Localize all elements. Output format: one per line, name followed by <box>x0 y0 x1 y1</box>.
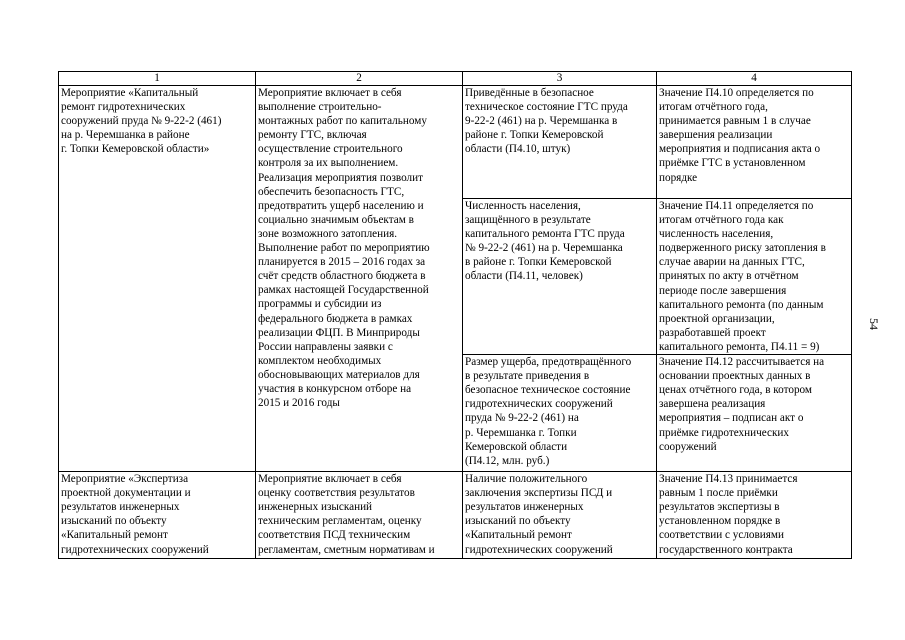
indicator-cell: Численность населения, защищённого в результате капитального ремонта ГТС пруда № 9-22-2 (461) на р. Черемшанка в районе г. Топки Кемеровской области (П4.11, человек) <box>463 199 657 355</box>
table-row <box>59 86 852 199</box>
indicator-method-cell <box>657 472 852 559</box>
measure-name-cell: Мероприятие «Капитальный ремонт гидротехнических сооружений пруда № 9-22-2 (461) на р. Черемшанка в районе г. Топки Кемеровской области» <box>59 86 256 472</box>
column-number-3: 3 <box>463 72 657 86</box>
indicator-cell: Приведённые в безопасное техническое состояние ГТС пруда 9-22-2 (461) на р. Черемшанка в районе г. Топки Кемеровской области (П4.10, штук) <box>463 86 657 199</box>
indicator-method-text: Значение П4.13 принимается равным 1 после приёмки результатов экспертизы в установленном порядке в соответствии с условиями государственного контракта <box>659 473 798 556</box>
column-number-2: 2 <box>256 72 463 86</box>
measure-description-cell <box>256 472 463 559</box>
measure-name-text: Мероприятие «Экспертиза проектной документации и результатов инженерных изысканий по объекту «Капитальный ремонт гидротехнических сооружений <box>61 473 209 556</box>
measures-table <box>58 71 852 559</box>
indicator-text: Наличие положительного заключения экспертизы ПСД и результатов инженерных изысканий по объекту «Капитальный ремонт гидротехнических сооружений <box>465 473 613 556</box>
indicator-cell <box>463 472 657 559</box>
column-number-1: 1 <box>59 72 256 86</box>
measure-name-cell <box>59 472 256 559</box>
indicator-cell: Размер ущерба, предотвращённого в результате приведения в безопасное техническое состояние гидротехнических сооружений пруда № 9-22-2 (461) на р. Черемшанка г. Топки Кемеровской области (П4.12, млн. руб.) <box>463 355 657 472</box>
header-row <box>59 72 852 86</box>
indicator-method-cell: Значение П4.12 рассчитывается на основании проектных данных в ценах отчётного года, в котором завершена реализация мероприятия – подписан акт о приёмке гидротехнических сооружений <box>657 355 852 472</box>
page-number: 54 <box>867 318 881 330</box>
indicator-method-cell: Значение П4.11 определяется по итогам отчётного года как численность населения, подверженного риску затопления в случае аварии на данных ГТС, принятых по акту в отчётном периоде после завершения капитального ремонта (по данным проектной организации, разработавшей проект капитального ремонта, П4.11 = 9) <box>657 199 852 355</box>
column-number-4: 4 <box>657 72 852 86</box>
indicator-method-cell: Значение П4.10 определяется по итогам отчётного года, принимается равным 1 в случае завершения реализации мероприятия и подписания акта о приёмке ГТС в установленном порядке <box>657 86 852 199</box>
measure-description-cell: Мероприятие включает в себя выполнение строительно- монтажных работ по капитальному ремонту ГТС, включая осуществление строительного контроля за их выполнением. Реализация мероприятия позволит обеспечить безопасность ГТС, предотвратить ущерб населению и социально значимым объектам в зоне возможного затопления. Выполнение работ по мероприятию планируется в 2015 – 2016 годах за счёт средств областного бюджета в рамках настоящей Государственной программы и субсидии из федерального бюджета в рамках реализации ФЦП. В Минприроды России направлены заявки с комплектом необходимых обосновывающих материалов для участия в конкурсном отборе на 2015 и 2016 годы <box>256 86 463 472</box>
table-row <box>59 472 852 559</box>
measure-description-text: Мероприятие включает в себя оценку соответствия результатов инженерных изысканий техническим регламентам, оценку соответствия ПСД техническим регламентам, сметным нормативам и <box>258 473 435 556</box>
